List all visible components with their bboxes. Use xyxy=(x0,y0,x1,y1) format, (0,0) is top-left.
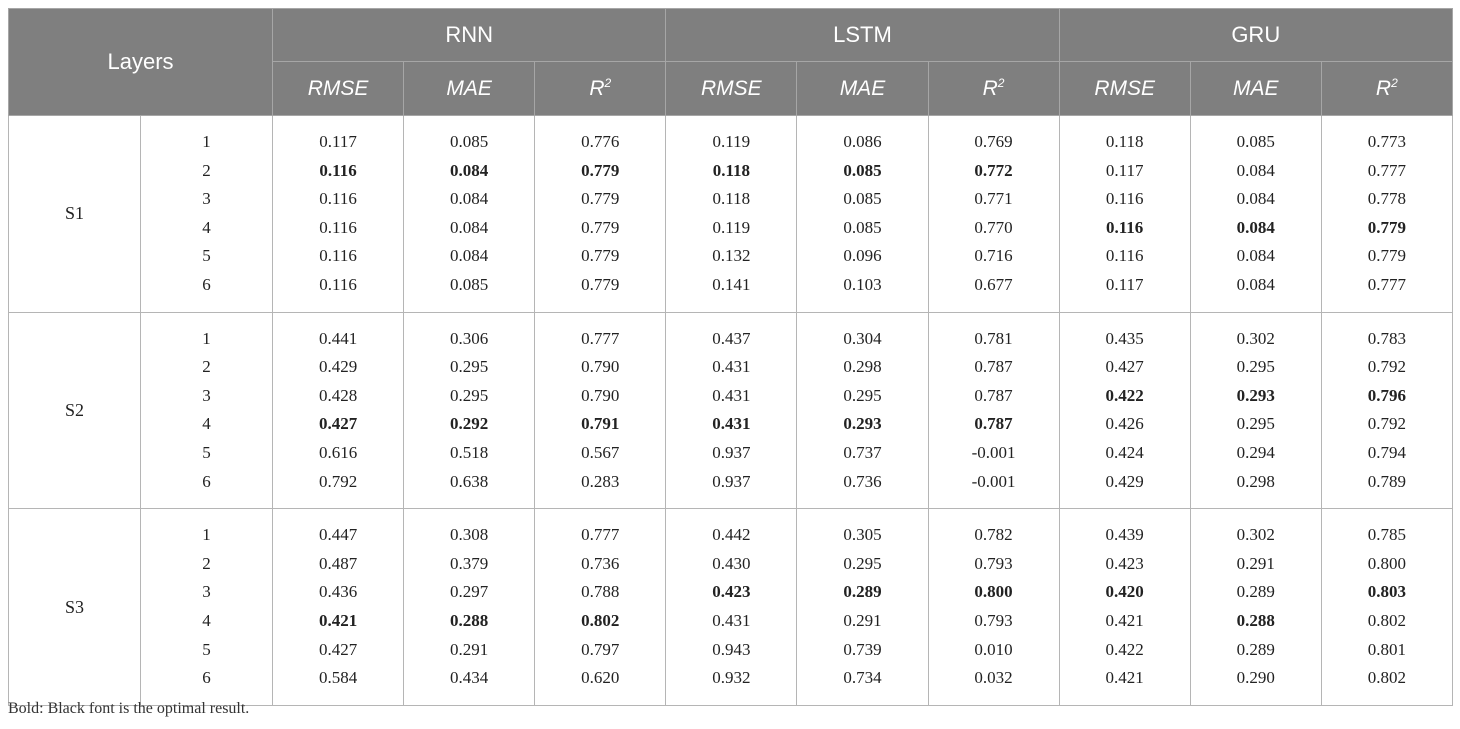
layer-number: 4 xyxy=(141,410,273,439)
layer-number: 6 xyxy=(141,271,273,312)
table-cell: 0.800 xyxy=(1321,550,1452,579)
group-label: S3 xyxy=(9,509,141,706)
table-row xyxy=(9,509,1453,550)
table-cell: 0.429 xyxy=(1059,468,1190,509)
table-cell: 0.119 xyxy=(666,116,797,157)
table-cell: 0.802 xyxy=(535,607,666,636)
metric-header-lstm-0: RMSE xyxy=(666,62,797,116)
table-cell: 0.769 xyxy=(928,116,1059,157)
table-cell: 0.119 xyxy=(666,214,797,243)
table-cell: 0.937 xyxy=(666,468,797,509)
table-cell: 0.788 xyxy=(535,578,666,607)
table-cell: 0.793 xyxy=(928,607,1059,636)
layer-number: 2 xyxy=(141,157,273,186)
metric-header-rnn-1: MAE xyxy=(404,62,535,116)
table-cell: 0.789 xyxy=(1321,468,1452,509)
table-cell: 0.103 xyxy=(797,271,928,312)
table-cell: 0.116 xyxy=(273,185,404,214)
table-cell: 0.584 xyxy=(273,664,404,705)
table-cell: 0.785 xyxy=(1321,509,1452,550)
table-cell: 0.084 xyxy=(1190,157,1321,186)
table-cell: 0.616 xyxy=(273,439,404,468)
table-cell: 0.771 xyxy=(928,185,1059,214)
table-cell: 0.085 xyxy=(797,157,928,186)
table-cell: 0.787 xyxy=(928,382,1059,411)
table-row xyxy=(9,312,1453,353)
table-cell: 0.777 xyxy=(1321,157,1452,186)
table-cell: 0.783 xyxy=(1321,312,1452,353)
table-cell: -0.001 xyxy=(928,439,1059,468)
table-cell: 0.132 xyxy=(666,242,797,271)
table-cell: 0.290 xyxy=(1190,664,1321,705)
metric-header-rnn-2: $R^2$ xyxy=(535,62,666,116)
table-cell: 0.302 xyxy=(1190,312,1321,353)
table-cell: 0.118 xyxy=(1059,116,1190,157)
table-cell: 0.084 xyxy=(404,214,535,243)
table-cell: 0.431 xyxy=(666,353,797,382)
layer-number: 4 xyxy=(141,214,273,243)
table-cell: 0.295 xyxy=(1190,410,1321,439)
table-cell: 0.427 xyxy=(273,636,404,665)
table-cell: 0.302 xyxy=(1190,509,1321,550)
table-cell: 0.295 xyxy=(1190,353,1321,382)
table-cell: 0.431 xyxy=(666,410,797,439)
table-cell: 0.141 xyxy=(666,271,797,312)
table-cell: 0.779 xyxy=(535,185,666,214)
table-cell: 0.084 xyxy=(404,157,535,186)
table-cell: 0.283 xyxy=(535,468,666,509)
table-cell: 0.772 xyxy=(928,157,1059,186)
table-cell: 0.782 xyxy=(928,509,1059,550)
table-cell: 0.792 xyxy=(273,468,404,509)
table-cell: 0.084 xyxy=(404,242,535,271)
table-cell: 0.793 xyxy=(928,550,1059,579)
table-cell: 0.716 xyxy=(928,242,1059,271)
table-cell: 0.084 xyxy=(404,185,535,214)
metric-header-gru-2: $R^2$ xyxy=(1321,62,1452,116)
table-row xyxy=(9,468,1453,509)
table-cell: 0.797 xyxy=(535,636,666,665)
table-cell: 0.431 xyxy=(666,382,797,411)
table-cell: 0.781 xyxy=(928,312,1059,353)
table-cell: 0.084 xyxy=(1190,214,1321,243)
table-row xyxy=(9,550,1453,579)
table-cell: 0.436 xyxy=(273,578,404,607)
table-cell: 0.518 xyxy=(404,439,535,468)
table-cell: 0.431 xyxy=(666,607,797,636)
group-label: S1 xyxy=(9,116,141,313)
layer-number: 5 xyxy=(141,439,273,468)
table-cell: 0.288 xyxy=(1190,607,1321,636)
table-cell: 0.379 xyxy=(404,550,535,579)
table-cell: 0.293 xyxy=(1190,382,1321,411)
table-cell: 0.787 xyxy=(928,410,1059,439)
table-cell: 0.289 xyxy=(1190,636,1321,665)
table-cell: 0.435 xyxy=(1059,312,1190,353)
table-row xyxy=(9,214,1453,243)
table-cell: 0.291 xyxy=(404,636,535,665)
table-cell: 0.796 xyxy=(1321,382,1452,411)
table-row xyxy=(9,353,1453,382)
table-cell: 0.442 xyxy=(666,509,797,550)
table-row xyxy=(9,242,1453,271)
table-row xyxy=(9,157,1453,186)
layer-number: 2 xyxy=(141,550,273,579)
table-cell: 0.298 xyxy=(797,353,928,382)
layer-number: 1 xyxy=(141,116,273,157)
group-label: S2 xyxy=(9,312,141,509)
layer-number: 3 xyxy=(141,382,273,411)
table-cell: 0.736 xyxy=(797,468,928,509)
table-cell: 0.620 xyxy=(535,664,666,705)
table-cell: 0.116 xyxy=(273,271,404,312)
table-cell: 0.421 xyxy=(273,607,404,636)
table-cell: 0.427 xyxy=(273,410,404,439)
table-cell: 0.118 xyxy=(666,157,797,186)
table-cell: 0.085 xyxy=(404,271,535,312)
table-cell: 0.787 xyxy=(928,353,1059,382)
table-cell: 0.032 xyxy=(928,664,1059,705)
table-cell: 0.295 xyxy=(797,382,928,411)
table-cell: 0.304 xyxy=(797,312,928,353)
table-cell: 0.295 xyxy=(404,353,535,382)
metric-header-lstm-2: $R^2$ xyxy=(928,62,1059,116)
table-cell: 0.447 xyxy=(273,509,404,550)
table-cell: 0.802 xyxy=(1321,664,1452,705)
table-cell: 0.441 xyxy=(273,312,404,353)
table-row xyxy=(9,116,1453,157)
table-cell: 0.777 xyxy=(535,509,666,550)
table-cell: 0.426 xyxy=(1059,410,1190,439)
layer-number: 5 xyxy=(141,636,273,665)
metric-header-rnn-0: RMSE xyxy=(273,62,404,116)
table-cell: 0.791 xyxy=(535,410,666,439)
table-cell: 0.792 xyxy=(1321,410,1452,439)
table-row xyxy=(9,382,1453,411)
table-cell: 0.932 xyxy=(666,664,797,705)
table-cell: 0.424 xyxy=(1059,439,1190,468)
table-cell: 0.779 xyxy=(535,157,666,186)
table-cell: 0.084 xyxy=(1190,185,1321,214)
metric-header-gru-0: RMSE xyxy=(1059,62,1190,116)
table-cell: 0.779 xyxy=(535,214,666,243)
table-cell: 0.308 xyxy=(404,509,535,550)
layer-number: 4 xyxy=(141,607,273,636)
table-cell: 0.118 xyxy=(666,185,797,214)
table-row xyxy=(9,185,1453,214)
metric-header-lstm-1: MAE xyxy=(797,62,928,116)
table-row xyxy=(9,578,1453,607)
results-table-container xyxy=(8,8,1452,706)
table-cell: 0.427 xyxy=(1059,353,1190,382)
table-cell: 0.937 xyxy=(666,439,797,468)
layer-number: 6 xyxy=(141,664,273,705)
table-cell: 0.288 xyxy=(404,607,535,636)
table-cell: 0.638 xyxy=(404,468,535,509)
table-cell: 0.790 xyxy=(535,353,666,382)
table-cell: 0.778 xyxy=(1321,185,1452,214)
table-cell: 0.295 xyxy=(404,382,535,411)
table-cell: 0.116 xyxy=(273,242,404,271)
table-cell: 0.803 xyxy=(1321,578,1452,607)
table-cell: 0.289 xyxy=(797,578,928,607)
table-cell: 0.116 xyxy=(1059,185,1190,214)
table-cell: 0.305 xyxy=(797,509,928,550)
table-cell: 0.295 xyxy=(797,550,928,579)
model-header-rnn: RNN xyxy=(273,9,666,62)
table-cell: 0.737 xyxy=(797,439,928,468)
table-cell: 0.439 xyxy=(1059,509,1190,550)
table-cell: 0.084 xyxy=(1190,271,1321,312)
table-cell: 0.429 xyxy=(273,353,404,382)
table-cell: 0.423 xyxy=(1059,550,1190,579)
table-cell: 0.792 xyxy=(1321,353,1452,382)
table-cell: 0.291 xyxy=(797,607,928,636)
table-cell: 0.116 xyxy=(273,214,404,243)
table-cell: 0.420 xyxy=(1059,578,1190,607)
table-cell: 0.294 xyxy=(1190,439,1321,468)
table-cell: 0.777 xyxy=(1321,271,1452,312)
table-cell: 0.298 xyxy=(1190,468,1321,509)
table-cell: 0.770 xyxy=(928,214,1059,243)
table-cell: 0.800 xyxy=(928,578,1059,607)
table-cell: 0.422 xyxy=(1059,636,1190,665)
table-cell: 0.428 xyxy=(273,382,404,411)
table-cell: 0.306 xyxy=(404,312,535,353)
results-table xyxy=(8,8,1453,706)
table-cell: 0.779 xyxy=(1321,214,1452,243)
table-cell: 0.779 xyxy=(1321,242,1452,271)
table-cell: 0.297 xyxy=(404,578,535,607)
layers-header: Layers xyxy=(9,9,273,116)
table-row xyxy=(9,439,1453,468)
table-row xyxy=(9,607,1453,636)
table-cell: 0.422 xyxy=(1059,382,1190,411)
layer-number: 1 xyxy=(141,312,273,353)
table-cell: 0.779 xyxy=(535,271,666,312)
table-cell: 0.779 xyxy=(535,242,666,271)
layer-number: 3 xyxy=(141,578,273,607)
table-cell: 0.434 xyxy=(404,664,535,705)
layer-number: 3 xyxy=(141,185,273,214)
table-cell: 0.117 xyxy=(1059,157,1190,186)
table-cell: 0.437 xyxy=(666,312,797,353)
table-row xyxy=(9,636,1453,665)
table-cell: 0.010 xyxy=(928,636,1059,665)
table-cell: 0.291 xyxy=(1190,550,1321,579)
table-cell: 0.802 xyxy=(1321,607,1452,636)
table-cell: 0.117 xyxy=(1059,271,1190,312)
table-cell: 0.289 xyxy=(1190,578,1321,607)
table-cell: 0.567 xyxy=(535,439,666,468)
table-cell: 0.096 xyxy=(797,242,928,271)
layer-number: 1 xyxy=(141,509,273,550)
table-cell: 0.739 xyxy=(797,636,928,665)
layer-number: 5 xyxy=(141,242,273,271)
table-cell: -0.001 xyxy=(928,468,1059,509)
table-cell: 0.084 xyxy=(1190,242,1321,271)
table-cell: 0.773 xyxy=(1321,116,1452,157)
table-cell: 0.430 xyxy=(666,550,797,579)
table-cell: 0.421 xyxy=(1059,607,1190,636)
table-cell: 0.487 xyxy=(273,550,404,579)
table-cell: 0.801 xyxy=(1321,636,1452,665)
table-cell: 0.086 xyxy=(797,116,928,157)
table-row xyxy=(9,271,1453,312)
table-cell: 0.085 xyxy=(1190,116,1321,157)
table-cell: 0.116 xyxy=(1059,214,1190,243)
table-cell: 0.677 xyxy=(928,271,1059,312)
table-cell: 0.293 xyxy=(797,410,928,439)
model-header-lstm: LSTM xyxy=(666,9,1059,62)
table-cell: 0.116 xyxy=(273,157,404,186)
table-body xyxy=(9,116,1453,706)
table-cell: 0.116 xyxy=(1059,242,1190,271)
table-cell: 0.423 xyxy=(666,578,797,607)
table-cell: 0.776 xyxy=(535,116,666,157)
model-header-gru: GRU xyxy=(1059,9,1452,62)
footnote: Bold: Black font is the optimal result. xyxy=(8,700,250,717)
table-cell: 0.117 xyxy=(273,116,404,157)
table-cell: 0.085 xyxy=(797,214,928,243)
table-cell: 0.421 xyxy=(1059,664,1190,705)
table-row xyxy=(9,410,1453,439)
table-cell: 0.292 xyxy=(404,410,535,439)
metric-header-gru-1: MAE xyxy=(1190,62,1321,116)
table-cell: 0.777 xyxy=(535,312,666,353)
layer-number: 2 xyxy=(141,353,273,382)
layer-number: 6 xyxy=(141,468,273,509)
table-cell: 0.790 xyxy=(535,382,666,411)
table-cell: 0.736 xyxy=(535,550,666,579)
table-cell: 0.085 xyxy=(797,185,928,214)
table-cell: 0.794 xyxy=(1321,439,1452,468)
table-cell: 0.085 xyxy=(404,116,535,157)
table-cell: 0.943 xyxy=(666,636,797,665)
table-cell: 0.734 xyxy=(797,664,928,705)
